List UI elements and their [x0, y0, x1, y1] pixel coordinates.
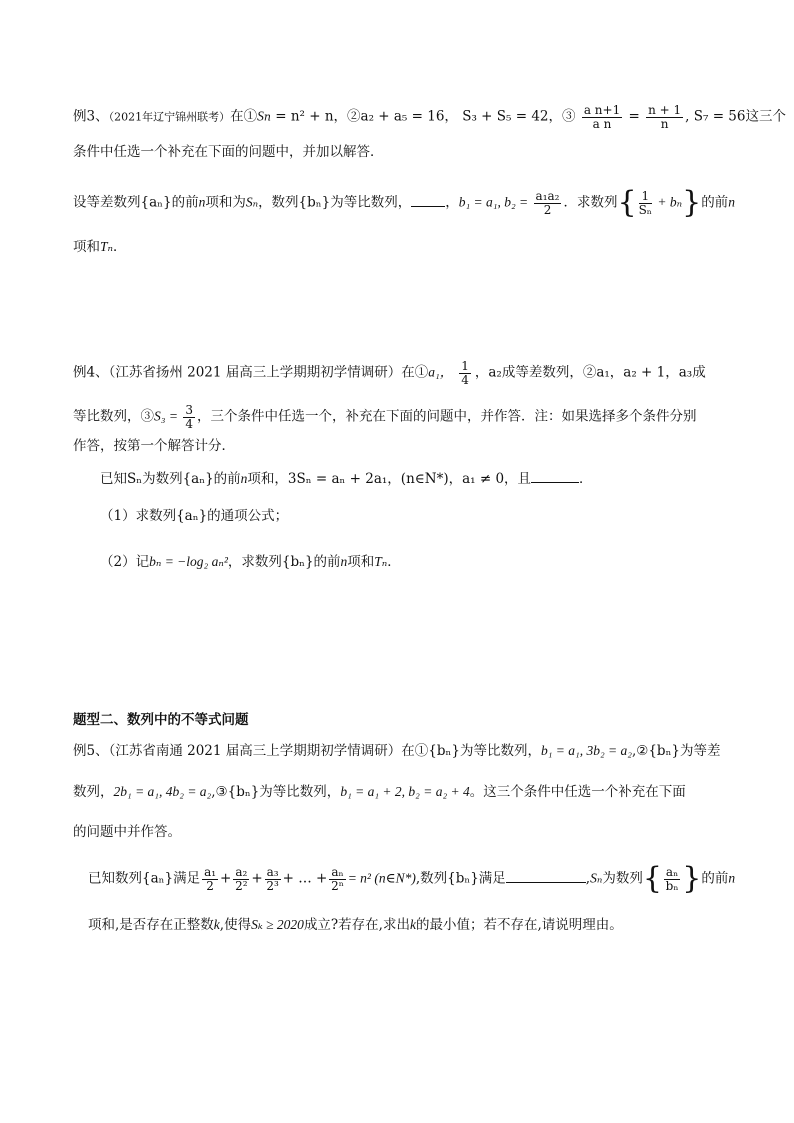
ex5-l4d: , [585, 870, 591, 887]
ex5-term3 [265, 866, 281, 892]
ex3-l3g: + bₙ [654, 194, 683, 210]
ex3-frac3-den: 2 [543, 202, 552, 217]
ex5-l2b: 2b₁ = a₁, 4b₂ = a₂ [113, 784, 212, 799]
ex3-tail: 这三个 [745, 108, 786, 125]
ex3-l4: 项和 [73, 239, 100, 255]
ex4-frac1-den: 4 [461, 372, 469, 387]
ex4-l4b: Sₙ为数列{aₙ}的前 [127, 471, 241, 487]
ex5-l2d: b₁ = a₁ + 2, b₂ = a₂ + 4 [340, 784, 470, 799]
ex5-l4a: 已知数列{aₙ}满足 [88, 870, 201, 887]
ex3-l3n2: n [728, 194, 735, 210]
ex5-t2-den: 2² [235, 878, 248, 893]
ex4-frac2-num: 3 [185, 403, 193, 417]
ex5-line4 [88, 861, 736, 896]
ex3-c2: a₂ + a₅ = 16， [360, 108, 458, 125]
ex3-prefix: 例3、 [73, 108, 109, 125]
ex3-source: （2021年辽宁锦州联考） [108, 110, 231, 124]
ex4-frac1-num: 1 [461, 359, 469, 373]
ex5-blank[interactable] [506, 882, 586, 883]
ex5-l5a: 项和,是否存在正整数 [88, 917, 214, 933]
right-brace-icon: } [682, 861, 702, 896]
ex4-l1a: 例4、（江苏省扬州 2021 届高三上学期期初学情调研）在① [73, 364, 429, 381]
ex4-blank[interactable] [531, 482, 579, 483]
ex3-c2b: S₃ + S₅ = 42，③ [462, 108, 576, 125]
ex3-l4T: Tₙ [100, 239, 113, 254]
ex3-l3f: ．求数列 [563, 194, 618, 211]
ex4-q1 [100, 510, 288, 524]
section2-title-text: 题型二、数列中的不等式问题 [73, 712, 249, 728]
ex3-eq: = [624, 108, 645, 125]
ex5-line3 [73, 826, 181, 840]
ex4-l1b: ，a₂成等差数列，②a₁，a₂ + 1，a₃成 [474, 364, 706, 381]
ex5-l5c: Sₖ ≥ 2020 [251, 917, 304, 932]
ex4-frac1 [459, 360, 471, 386]
ex5-t1-num: a₁ [204, 864, 217, 879]
ex4-l3: 作答，按第一个解答计分． [73, 438, 235, 454]
ex4-l2b: ，三个条件中任选一个，补充在下面的问题中，并作答．注：如果选择多个条件分别 [196, 408, 697, 425]
ex3-frac2-num: n + 1 [648, 103, 682, 117]
ex4-l1a1: a₁， [428, 364, 454, 380]
ex4-q2n: n [340, 554, 348, 569]
ex5-term2 [233, 866, 249, 892]
ex4-frac2 [183, 404, 195, 430]
ex4-l4c: 项和，3Sₙ = aₙ + 2a₁，(n∈N*)，a₁ ≠ 0，且 [247, 471, 532, 487]
ex3-frac2 [646, 104, 683, 130]
ex3-c3-tail: , S₇ = 56 [685, 108, 746, 125]
ex5-t5-num: aₙ [665, 864, 679, 879]
ex5-l2c: ,③{bₙ}为等比数列， [211, 784, 341, 800]
ex4-l4a: 已知 [100, 471, 127, 487]
ex4-l4n: n [240, 471, 248, 486]
ex3-l3d: ， [445, 194, 459, 211]
ex3-l3h: 的前 [701, 194, 729, 211]
ex5-l4e: 为数列 [602, 870, 643, 887]
ex4-line4 [100, 472, 593, 487]
ex4-q2 [100, 555, 401, 570]
ex5-l4f: 的前 [701, 870, 729, 887]
ex5-l1b: b₁ = a₁, 3b₂ = a₂ [540, 743, 632, 758]
ex3-frac3 [534, 190, 562, 216]
ex3-l3n: n [198, 194, 206, 210]
ex4-line2 [73, 404, 696, 430]
ex5-l1a: 例5、（江苏省南通 2021 届高三上学期期初学情调研）在①{bₙ}为等比数列， [73, 743, 541, 759]
ex5-l4Sn: Sₙ [590, 870, 603, 886]
ex5-t2-num: a₂ [235, 864, 248, 879]
ex5-t4-den: 2ⁿ [331, 878, 344, 893]
ex4-q2e: ． [387, 554, 401, 570]
ex3-line2 [73, 146, 384, 160]
ex5-term1 [202, 866, 218, 892]
ex5-line1 [73, 744, 721, 759]
ex5-l2e: 。这三个条件中任选一个补充在下面 [469, 784, 686, 800]
ex3-line2-text: 条件中任选一个补充在下面的问题中，并加以解答． [73, 144, 384, 160]
ex3-frac4-num: 1 [639, 190, 652, 204]
ex3-l3a: 设等差数列{aₙ}的前 [73, 194, 199, 211]
ex5-l5d: 成立?若存在,求出 [303, 917, 410, 933]
ex4-l2S3: S₃ = [154, 408, 182, 424]
ex5-t5-den: bₙ [665, 878, 679, 893]
ex5-t1-den: 2 [206, 878, 214, 893]
ex4-l2a: 等比数列，③ [73, 408, 154, 425]
ex4-frac2-den: 4 [185, 416, 193, 431]
ex3-l4end: ． [112, 239, 127, 255]
ex3-l3b: 项和为 [205, 194, 246, 211]
ex3-frac4-den: Sₙ [638, 202, 652, 217]
ex5-dots: + … + [282, 870, 328, 887]
ex5-t3-den: 2³ [266, 878, 279, 893]
ex5-term4 [329, 866, 345, 892]
ex5-line2 [73, 785, 686, 800]
ex4-line3 [73, 440, 235, 454]
ex5-l4c: ,数列{bₙ}满足 [415, 870, 506, 887]
ex3-l3e: b₁ = a₁, b₂ = [458, 194, 532, 210]
section2-title [73, 714, 249, 728]
ex5-l1c: ,②{bₙ}为等差 [631, 743, 721, 759]
ex3-c1: S [257, 108, 264, 124]
ex4-q2d: 项和 [347, 554, 375, 570]
ex5-l5e: 的最小值；若不存在,请说明理由。 [415, 917, 623, 933]
ex5-t4-num: aₙ [331, 864, 344, 879]
ex4-l4d: ． [579, 471, 593, 487]
ex3-frac4 [639, 190, 652, 216]
ex5-plus2: + [251, 870, 263, 887]
ex5-l5k2: k [409, 917, 416, 932]
ex4-q2a: （2）记 [100, 554, 150, 570]
ex4-q2T: Tₙ [374, 554, 388, 569]
right-brace-icon: } [682, 185, 702, 220]
left-brace-icon: { [642, 861, 662, 896]
ex5-term5 [664, 866, 680, 892]
ex5-l5b: ,使得 [219, 917, 252, 933]
ex3-line3 [73, 185, 735, 220]
ex5-t3-num: a₃ [266, 864, 279, 879]
ex5-l4b: = n² (n∈N*) [347, 870, 416, 886]
ex3-blank[interactable] [411, 206, 445, 207]
ex3-frac2-den: n [660, 116, 669, 131]
ex3-l3c: ，数列{bₙ}为等比数列， [258, 194, 412, 211]
ex3-frac3-num: a₁a₂ [535, 188, 560, 203]
ex3-c1-eq: = n² + n，② [270, 108, 361, 125]
ex4-q1-text: （1）求数列{aₙ}的通项公式； [100, 508, 289, 524]
ex5-l3: 的问题中并作答。 [73, 824, 181, 840]
ex3-l3Sn: Sₙ [245, 194, 259, 210]
ex5-l5k: k [213, 917, 220, 932]
ex5-line5 [88, 918, 623, 933]
left-brace-icon: { [617, 185, 637, 220]
ex3-frac1 [582, 104, 622, 130]
ex3-line1 [73, 104, 786, 130]
ex5-l2a: 数列， [73, 784, 114, 800]
ex3-frac1-den: a n [592, 116, 612, 131]
ex3-intro: 在① [230, 108, 258, 125]
ex5-plus1: + [220, 870, 232, 887]
ex5-l4n: n [728, 870, 736, 886]
ex4-q2c: ，求数列{bₙ}的前 [227, 554, 341, 570]
ex3-c1-sub: n [263, 110, 271, 124]
ex3-frac1-num: a n+1 [583, 103, 621, 117]
ex4-q2b: bₙ = −log₂ aₙ² [149, 554, 228, 569]
ex3-line4 [73, 240, 126, 255]
ex4-line1 [73, 360, 706, 386]
